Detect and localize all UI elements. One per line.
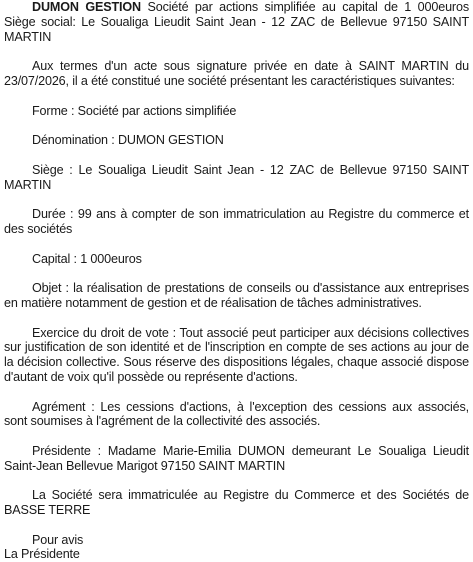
intro-text: Société par actions simplifiée au capital de 1 000euros Siège social: Le Soualiga Lieudit Saint Jean - 12 ZAC de Bellevue 97150 SAINT MARTIN: [4, 0, 469, 44]
signature-block: [4, 533, 469, 562]
company-heading: DUMON GESTION: [32, 0, 141, 14]
notice-intro: [4, 0, 469, 44]
agrement-paragraph: Agrément : Les cessions d'actions, à l'exception des cessions aux associés, sont soumises à l'agrément de la collectivité des associés.: [4, 399, 469, 429]
duree-paragraph: Durée : 99 ans à compter de son immatriculation au Registre du commerce et des sociétés: [4, 207, 469, 236]
objet-paragraph: Objet : la réalisation de prestations de conseils ou d'assistance aux entreprises en matière notamment de gestion et de réalisation de tâches administratives.: [4, 281, 469, 310]
presidente-paragraph: Présidente : Madame Marie-Emilia DUMON demeurant Le Soualiga Lieudit Saint-Jean Bellevue Marigot 97150 SAINT MARTIN: [4, 443, 469, 473]
denomination-paragraph: Dénomination : DUMON GESTION: [32, 133, 224, 148]
vote-paragraph: Exercice du droit de vote : Tout associé peut participer aux décisions collectives sur justification de son identité et de l'inscription en compte de ses actions au jour de la décision collective. Sous réserve des dispositions légales, chaque associé dispose d'autant de voix qu'il possède ou représente d'actions.: [4, 325, 469, 384]
siege-paragraph: Siège : Le Soualiga Lieudit Saint Jean - 12 ZAC de Bellevue 97150 SAINT MARTIN: [4, 162, 469, 192]
acte-paragraph: Aux termes d'un acte sous signature privée en date à SAINT MARTIN du 23/07/2026, il a été constitué une société présentant les caractéristiques suivantes:: [4, 59, 469, 88]
immatriculation-paragraph: La Société sera immatriculée au Registre du Commerce et des Sociétés de BASSE TERRE: [4, 488, 469, 518]
forme-paragraph: Forme : Société par actions simplifiée: [32, 103, 237, 118]
signatory-text: La Présidente: [4, 547, 80, 562]
capital-paragraph: Capital : 1 000euros: [32, 251, 142, 266]
closing-text: Pour avis: [32, 532, 84, 547]
